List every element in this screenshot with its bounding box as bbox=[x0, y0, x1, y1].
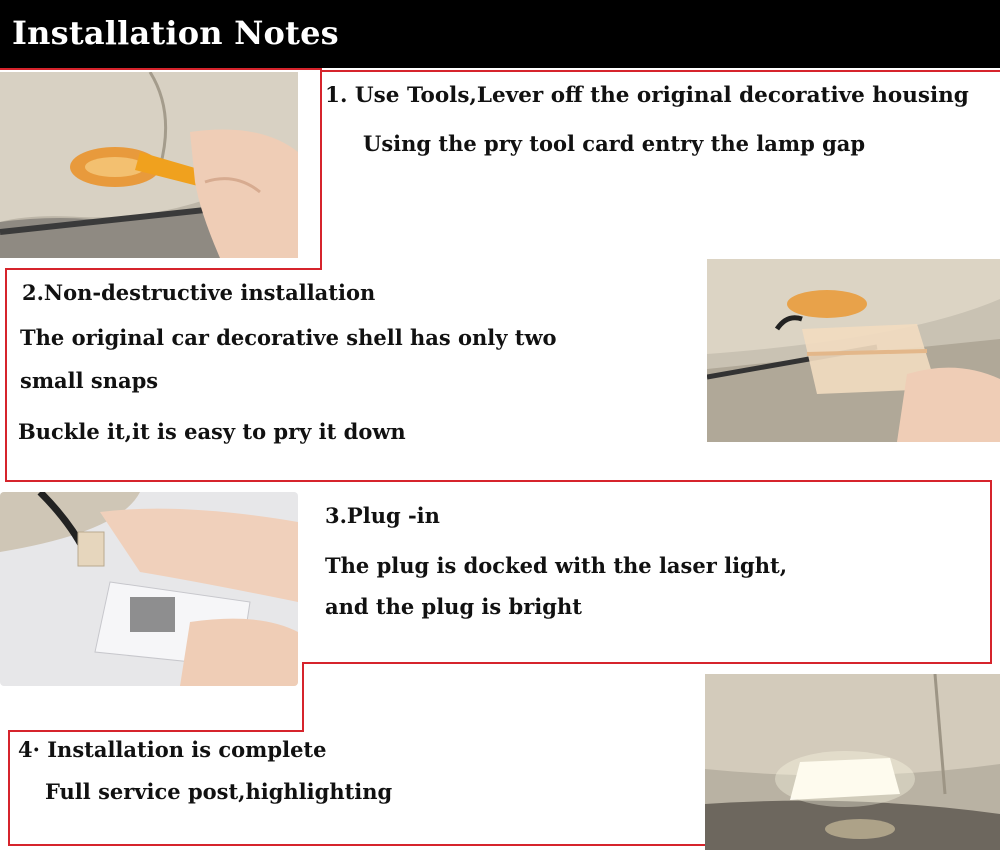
installed-lamp-photo bbox=[705, 674, 1000, 850]
step-2-line-2: small snaps bbox=[20, 368, 159, 393]
frame-line bbox=[302, 662, 992, 664]
removed-housing-photo bbox=[707, 259, 1000, 442]
step-2-line-3: Buckle it,it is easy to pry it down bbox=[18, 419, 406, 444]
step-4-line-1: Full service post,highlighting bbox=[45, 779, 393, 804]
frame-line bbox=[302, 662, 304, 732]
step-1-heading: 1. Use Tools,Lever off the original decorative housing bbox=[325, 83, 969, 108]
step-3-line-2: and the plug is bright bbox=[325, 594, 582, 619]
frame-line bbox=[5, 268, 7, 482]
frame-line bbox=[990, 480, 992, 664]
frame-line bbox=[320, 70, 322, 270]
step-3-heading: 3.Plug -in bbox=[325, 503, 440, 528]
frame-line bbox=[8, 730, 304, 732]
step-1-line-1: Using the pry tool card entry the lamp gap bbox=[363, 131, 866, 156]
frame-line bbox=[320, 70, 1000, 72]
step-4-heading: 4· Installation is complete bbox=[18, 737, 327, 762]
frame-line bbox=[8, 730, 10, 846]
frame-line bbox=[5, 268, 322, 270]
step-2-heading: 2.Non-destructive installation bbox=[22, 280, 376, 305]
pry-tool-photo bbox=[0, 72, 298, 258]
step-3-line-1: The plug is docked with the laser light, bbox=[325, 553, 788, 578]
header-bar bbox=[0, 0, 1000, 68]
frame-line bbox=[0, 68, 322, 70]
step-2-line-1: The original car decorative shell has only two bbox=[20, 325, 557, 350]
frame-line bbox=[8, 844, 708, 846]
plug-in-photo bbox=[0, 492, 298, 686]
page-title: Installation Notes bbox=[12, 14, 339, 52]
frame-line bbox=[5, 480, 992, 482]
